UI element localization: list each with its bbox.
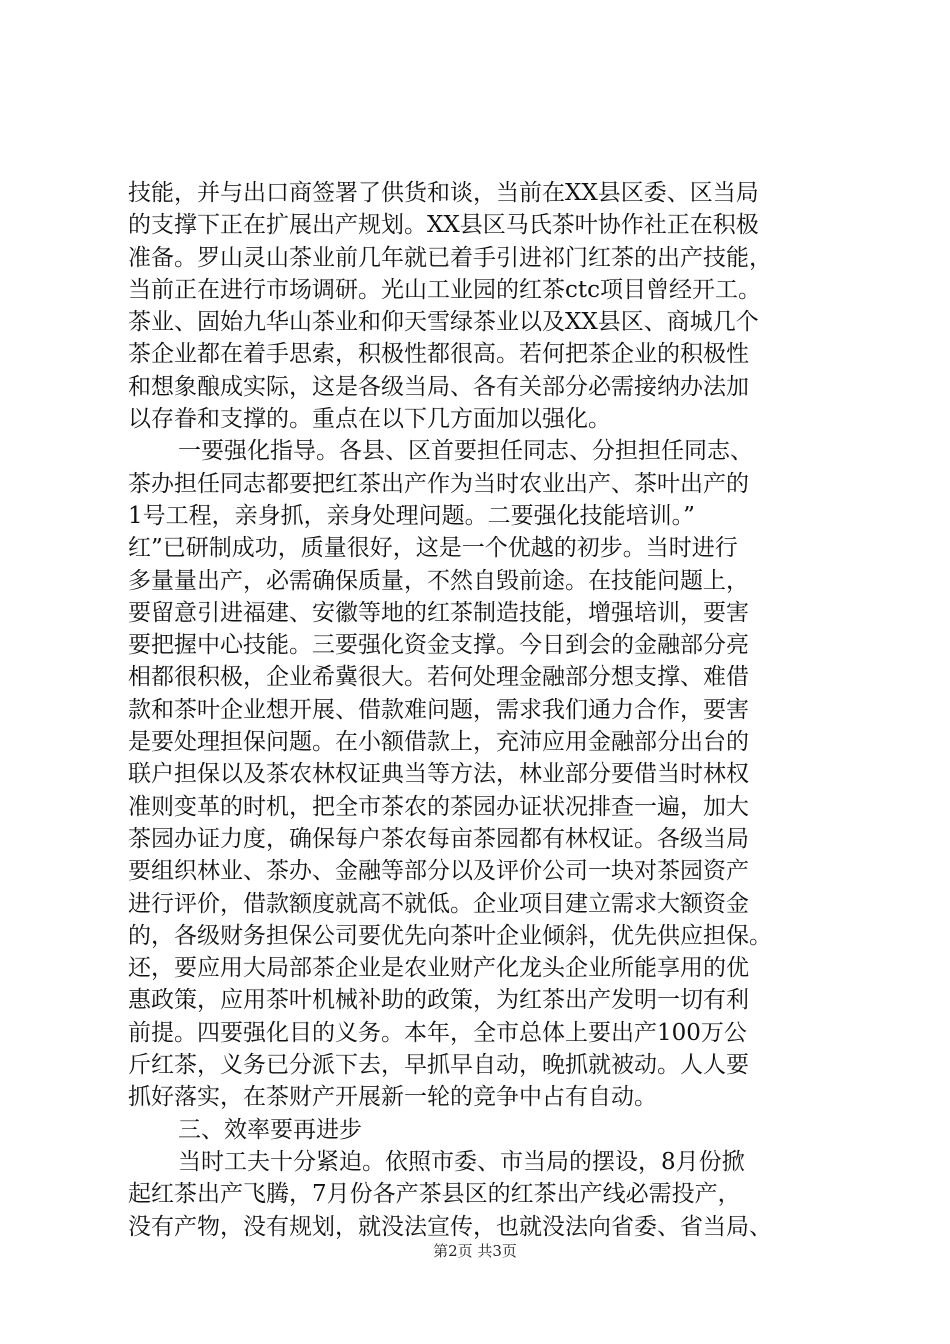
section-heading: 三、效率要再进步 — [178, 1116, 362, 1143]
text-line: 款和茶叶企业想开展、借款难问题，需求我们通力合作，要害 — [128, 696, 749, 723]
text-line: 起红茶出产飞腾，7月份各产茶县区的红茶出产线必需投产， — [128, 1181, 741, 1208]
body-text — [128, 177, 828, 1243]
text-line: 要把握中心技能。三要强化资金支撑。今日到会的金融部分亮 — [128, 632, 749, 659]
text-line: 茶业、固始九华山茶业和仰天雪绿茶业以及XX县区、商城几个 — [128, 309, 759, 336]
text-line: 以存眷和支撑的。重点在以下几方面加以强化。 — [128, 406, 611, 433]
text-line: 的支撑下正在扩展出产规划。XX县区马氏茶叶协作社正在积极 — [128, 212, 759, 239]
text-line: 多量量出产，必需确保质量，不然自毁前途。在技能问题上， — [128, 567, 749, 594]
text-line: 茶企业都在着手思索，积极性都很高。若何把茶企业的积极性 — [128, 341, 749, 368]
text-line: 茶办担任同志都要把红茶出产作为当时农业出产、茶叶出产的 — [128, 470, 749, 497]
text-line: 和想象酿成实际，这是各级当局、各有关部分必需接纳办法加 — [128, 373, 749, 400]
text-line: 前提。四要强化目的义务。本年，全市总体上要出产100万公 — [128, 1019, 747, 1046]
text-line: 准则变革的时机，把全市茶农的茶园办证状况排查一遍，加大 — [128, 793, 749, 820]
text-line: 是要处理担保问题。在小额借款上，充沛应用金融部分出台的 — [128, 729, 749, 756]
text-line: 的，各级财务担保公司要优先向茶叶企业倾斜，优先供应担保。 — [128, 922, 772, 949]
text-line: 斤红茶，义务已分派下去，早抓早自动，晚抓就被动。人人要 — [128, 1052, 749, 1079]
text-line: 还，要应用大局部茶企业是农业财产化龙头企业所能享用的优 — [128, 955, 749, 982]
text-line: 要组织林业、茶办、金融等部分以及评价公司一块对茶园资产 — [128, 858, 749, 885]
text-line: 当前正在进行市场调研。光山工业园的红茶ctc项目曾经开工。 — [128, 276, 762, 303]
text-line: 技能，并与出口商签署了供货和谈，当前在XX县区委、区当局 — [128, 180, 759, 206]
text-line: 茶园办证力度，确保每户茶农每亩茶园都有林权证。各级当局 — [128, 825, 749, 852]
text-line: 进行评价，借款额度就高不就低。企业项目建立需求大额资金 — [128, 890, 749, 917]
text-line: 准备。罗山灵山茶业前几年就已着手引进祁门红茶的出产技能， — [128, 244, 772, 271]
text-line: 相都很积极，企业希冀很大。若何处理金融部分想支撑、难借 — [128, 664, 749, 691]
page-footer: 第2页 共3页 — [433, 1242, 517, 1260]
text-line: 惠政策，应用茶叶机械补助的政策，为红茶出产发明一切有利 — [128, 987, 749, 1014]
text-line: 红”已研制成功，质量很好，这是一个优越的初步。当时进行 — [128, 535, 738, 562]
paragraph-first-line: 当时工夫十分紧迫。依照市委、市当局的摆设，8月份掀 — [178, 1148, 745, 1175]
text-line: 抓好落实，在茶财产开展新一轮的竞争中占有自动。 — [128, 1084, 657, 1111]
text-line: 要留意引进福建、安徽等地的红茶制造技能，增强培训，要害 — [128, 599, 749, 626]
paragraph-first-line: 一要强化指导。各县、区首要担任同志、分担担任同志、 — [178, 438, 753, 465]
text-line: 没有产物，没有规划，就没法宣传，也就没法向省委、省当局、 — [128, 1213, 772, 1240]
text-line: 1号工程，亲身抓，亲身处理问题。二要强化技能培训。” — [128, 502, 695, 529]
text-line: 联户担保以及茶农林权证典当等方法，林业部分要借当时林权 — [128, 761, 749, 788]
